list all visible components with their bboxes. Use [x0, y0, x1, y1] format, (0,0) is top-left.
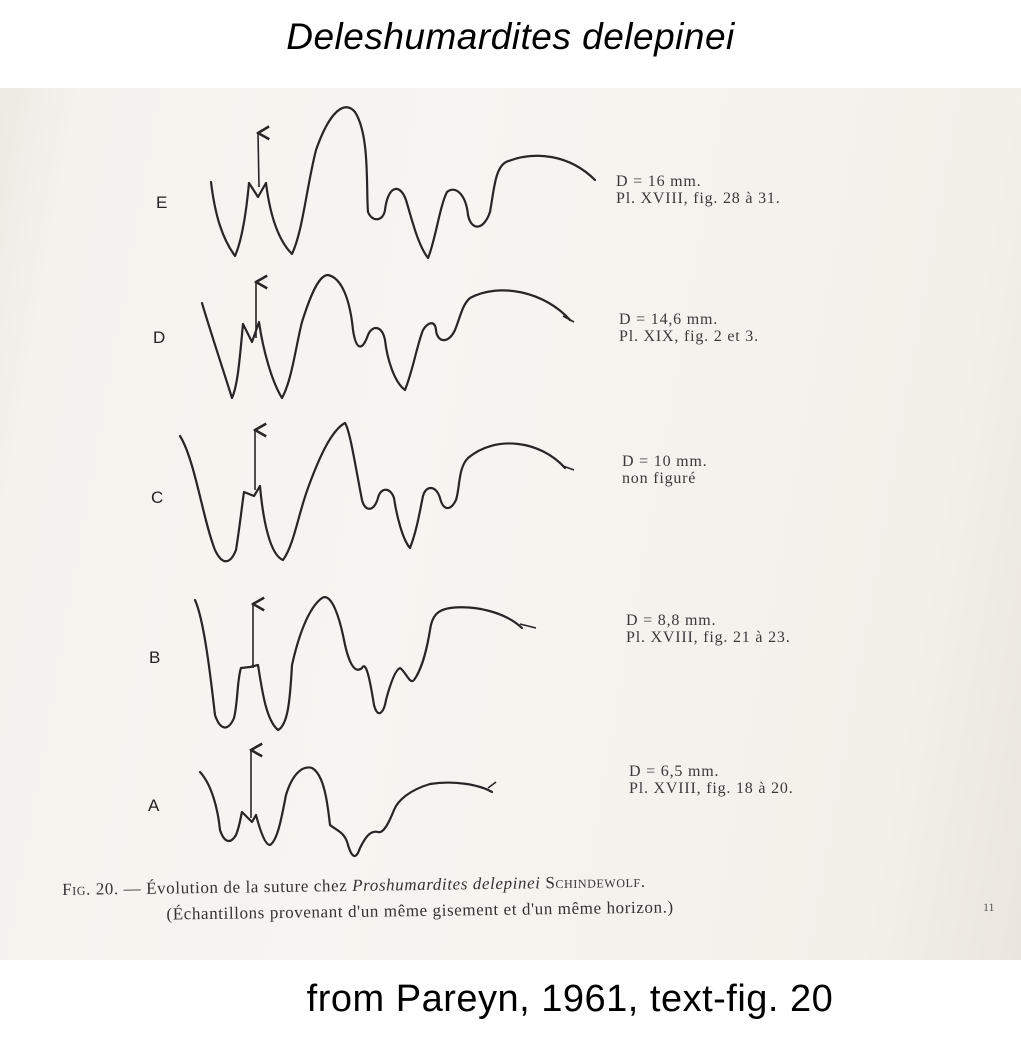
- caption-d-diameter: D = 14,6 mm.: [619, 311, 719, 328]
- caption-author: Schindewolf.: [545, 871, 646, 893]
- suture-line-a: [200, 750, 496, 856]
- caption-a-diameter: D = 6,5 mm.: [629, 763, 720, 780]
- page-number: 11: [983, 900, 995, 914]
- source-credit: from Pareyn, 1961, text-fig. 20: [306, 978, 834, 1020]
- row-label-c: C: [151, 488, 164, 507]
- caption-e-plate: Pl. XVIII, fig. 28 à 31.: [616, 190, 781, 207]
- figure-title: Deleshumardites delepinei: [286, 16, 735, 57]
- caption-b: [626, 612, 791, 646]
- caption-b-plate: Pl. XVIII, fig. 21 à 23.: [626, 629, 791, 646]
- figure-number: Fig. 20.: [62, 879, 119, 899]
- row-label-a: A: [148, 796, 160, 815]
- caption-a-plate: Pl. XVIII, fig. 18 à 20.: [629, 780, 794, 797]
- caption-d: [619, 311, 759, 345]
- suture-line-c: [180, 423, 574, 561]
- caption-c: [622, 453, 707, 487]
- row-label-d: D: [153, 328, 166, 347]
- caption-dash: —: [123, 878, 142, 899]
- row-label-b: B: [149, 648, 161, 667]
- caption-b-diameter: D = 8,8 mm.: [626, 612, 717, 629]
- suture-line-e: [211, 107, 595, 258]
- caption-c-note: non figuré: [622, 470, 697, 487]
- caption-c-diameter: D = 10 mm.: [622, 453, 708, 470]
- caption-e-diameter: D = 16 mm.: [616, 173, 702, 190]
- suture-line-b: [195, 597, 536, 730]
- caption-d-plate: Pl. XIX, fig. 2 et 3.: [619, 328, 759, 345]
- caption-taxon: Proshumardites delepinei: [352, 873, 541, 895]
- caption-e: [616, 173, 781, 207]
- caption-line-2: (Échantillons provenant d'un même gisement et d'un même horizon.): [166, 897, 674, 924]
- suture-line-d: [202, 275, 574, 398]
- caption-text: Évolution de la suture chez: [145, 876, 348, 898]
- caption-a: [629, 763, 794, 797]
- row-label-e: E: [156, 193, 168, 212]
- figure-caption: [62, 871, 674, 926]
